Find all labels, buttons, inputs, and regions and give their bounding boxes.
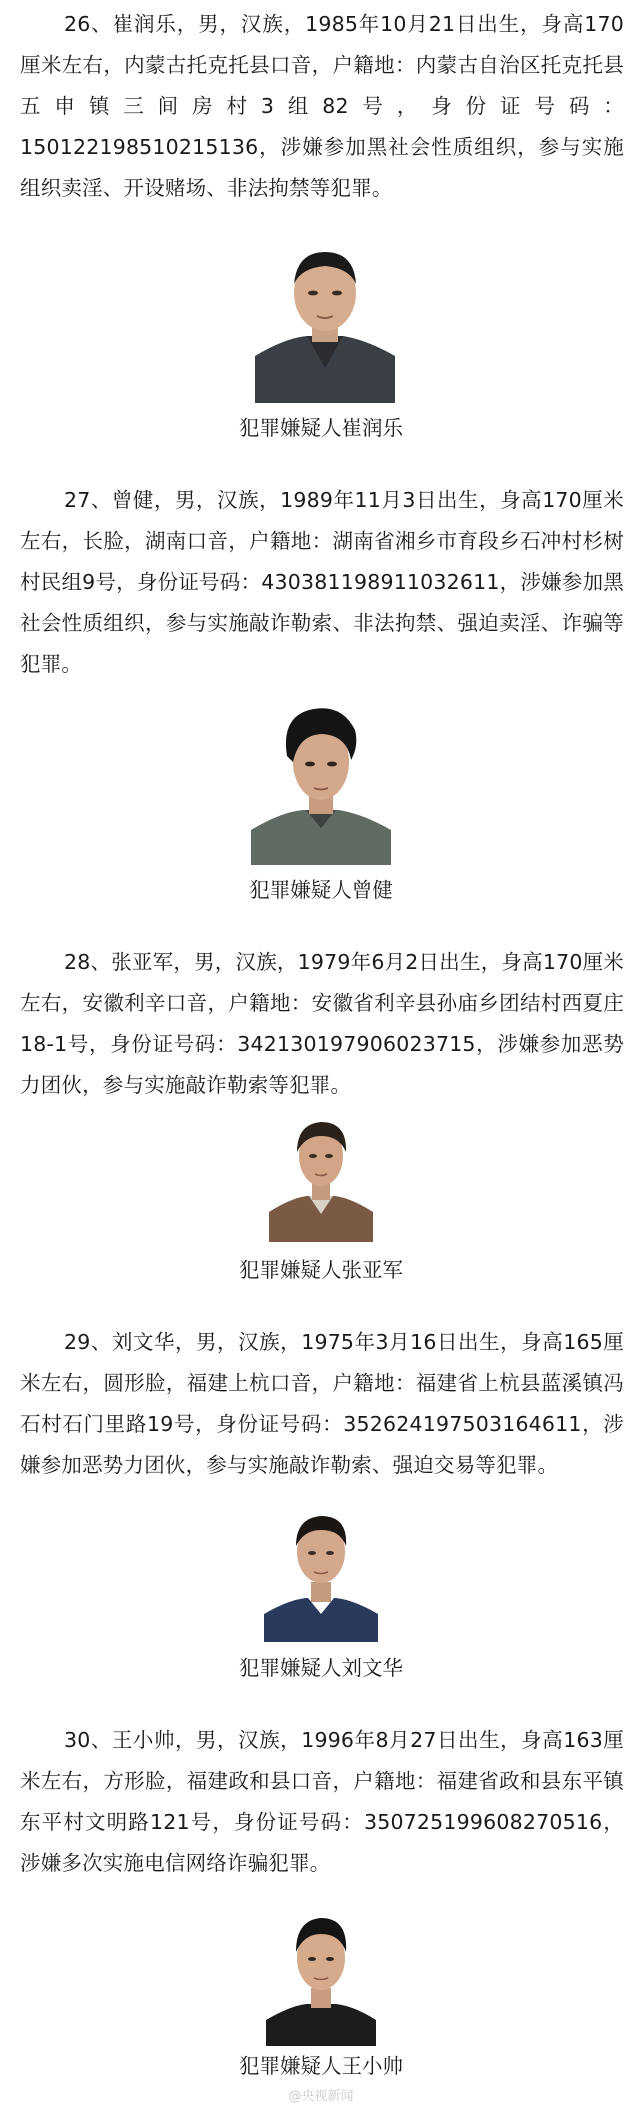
suspect-caption: 犯罪嫌疑人王小帅 [239,2054,403,2078]
suspect-description: 28、张亚军，男，汉族，1979年6月2日出生，身高170厘米左右，安徽利辛口音，户籍地：安徽省利辛县孙庙乡团结村西夏庄18-1号，身份证号码：342130197906023715，涉嫌参加恶势力团伙，参与实施敲诈勒索等犯罪。 [20,950,624,1097]
suspect-photo [264,1502,378,1642]
suspect-photo [266,1904,376,2046]
source-watermark: @央视新闻 [288,2089,354,2104]
suspect-description: 29、刘文华，男，汉族，1975年3月16日出生，身高165厘米左右，圆形脸，福建上杭口音，户籍地：福建省上杭县蓝溪镇冯石村石门里路19号，身份证号码：352624197503164611，涉嫌参加恶势力团伙，参与实施敲诈勒索、强迫交易等犯罪。 [20,1330,624,1477]
suspect-description: 27、曾健，男，汉族，1989年11月3日出生，身高170厘米左右，长脸，湖南口音，户籍地：湖南省湘乡市育段乡石冲村杉树村民组9号，身份证号码：430381198911032611，涉嫌参加黑社会性质组织，参与实施敲诈勒索、非法拘禁、强迫卖淫、诈骗等犯罪。 [20,488,624,676]
suspect-description: 26、崔润乐，男，汉族，1985年10月21日出生，身高170厘米左右，内蒙古托克托县口音，户籍地：内蒙古自治区托克托县五申镇三间房村3组82号，身份证号码：150122198510215136，涉嫌参加黑社会性质组织，参与实施组织卖淫、开设赌场、非法拘禁等犯罪。 [20,12,624,200]
suspect-caption: 犯罪嫌疑人刘文华 [239,1656,403,1680]
suspect-caption: 犯罪嫌疑人张亚军 [239,1258,403,1282]
suspect-caption: 犯罪嫌疑人崔润乐 [239,416,403,440]
suspect-caption: 犯罪嫌疑人曾健 [249,878,393,902]
suspect-photo [269,1110,373,1242]
suspect-photo [255,238,395,403]
suspect-description: 30、王小帅，男，汉族，1996年8月27日出生，身高163厘米左右，方形脸，福建政和县口音，户籍地：福建省政和县东平镇东平村文明路121号，身份证号码：350725199608270516，涉嫌多次实施电信网络诈骗犯罪。 [20,1728,624,1875]
suspect-photo [251,700,391,865]
